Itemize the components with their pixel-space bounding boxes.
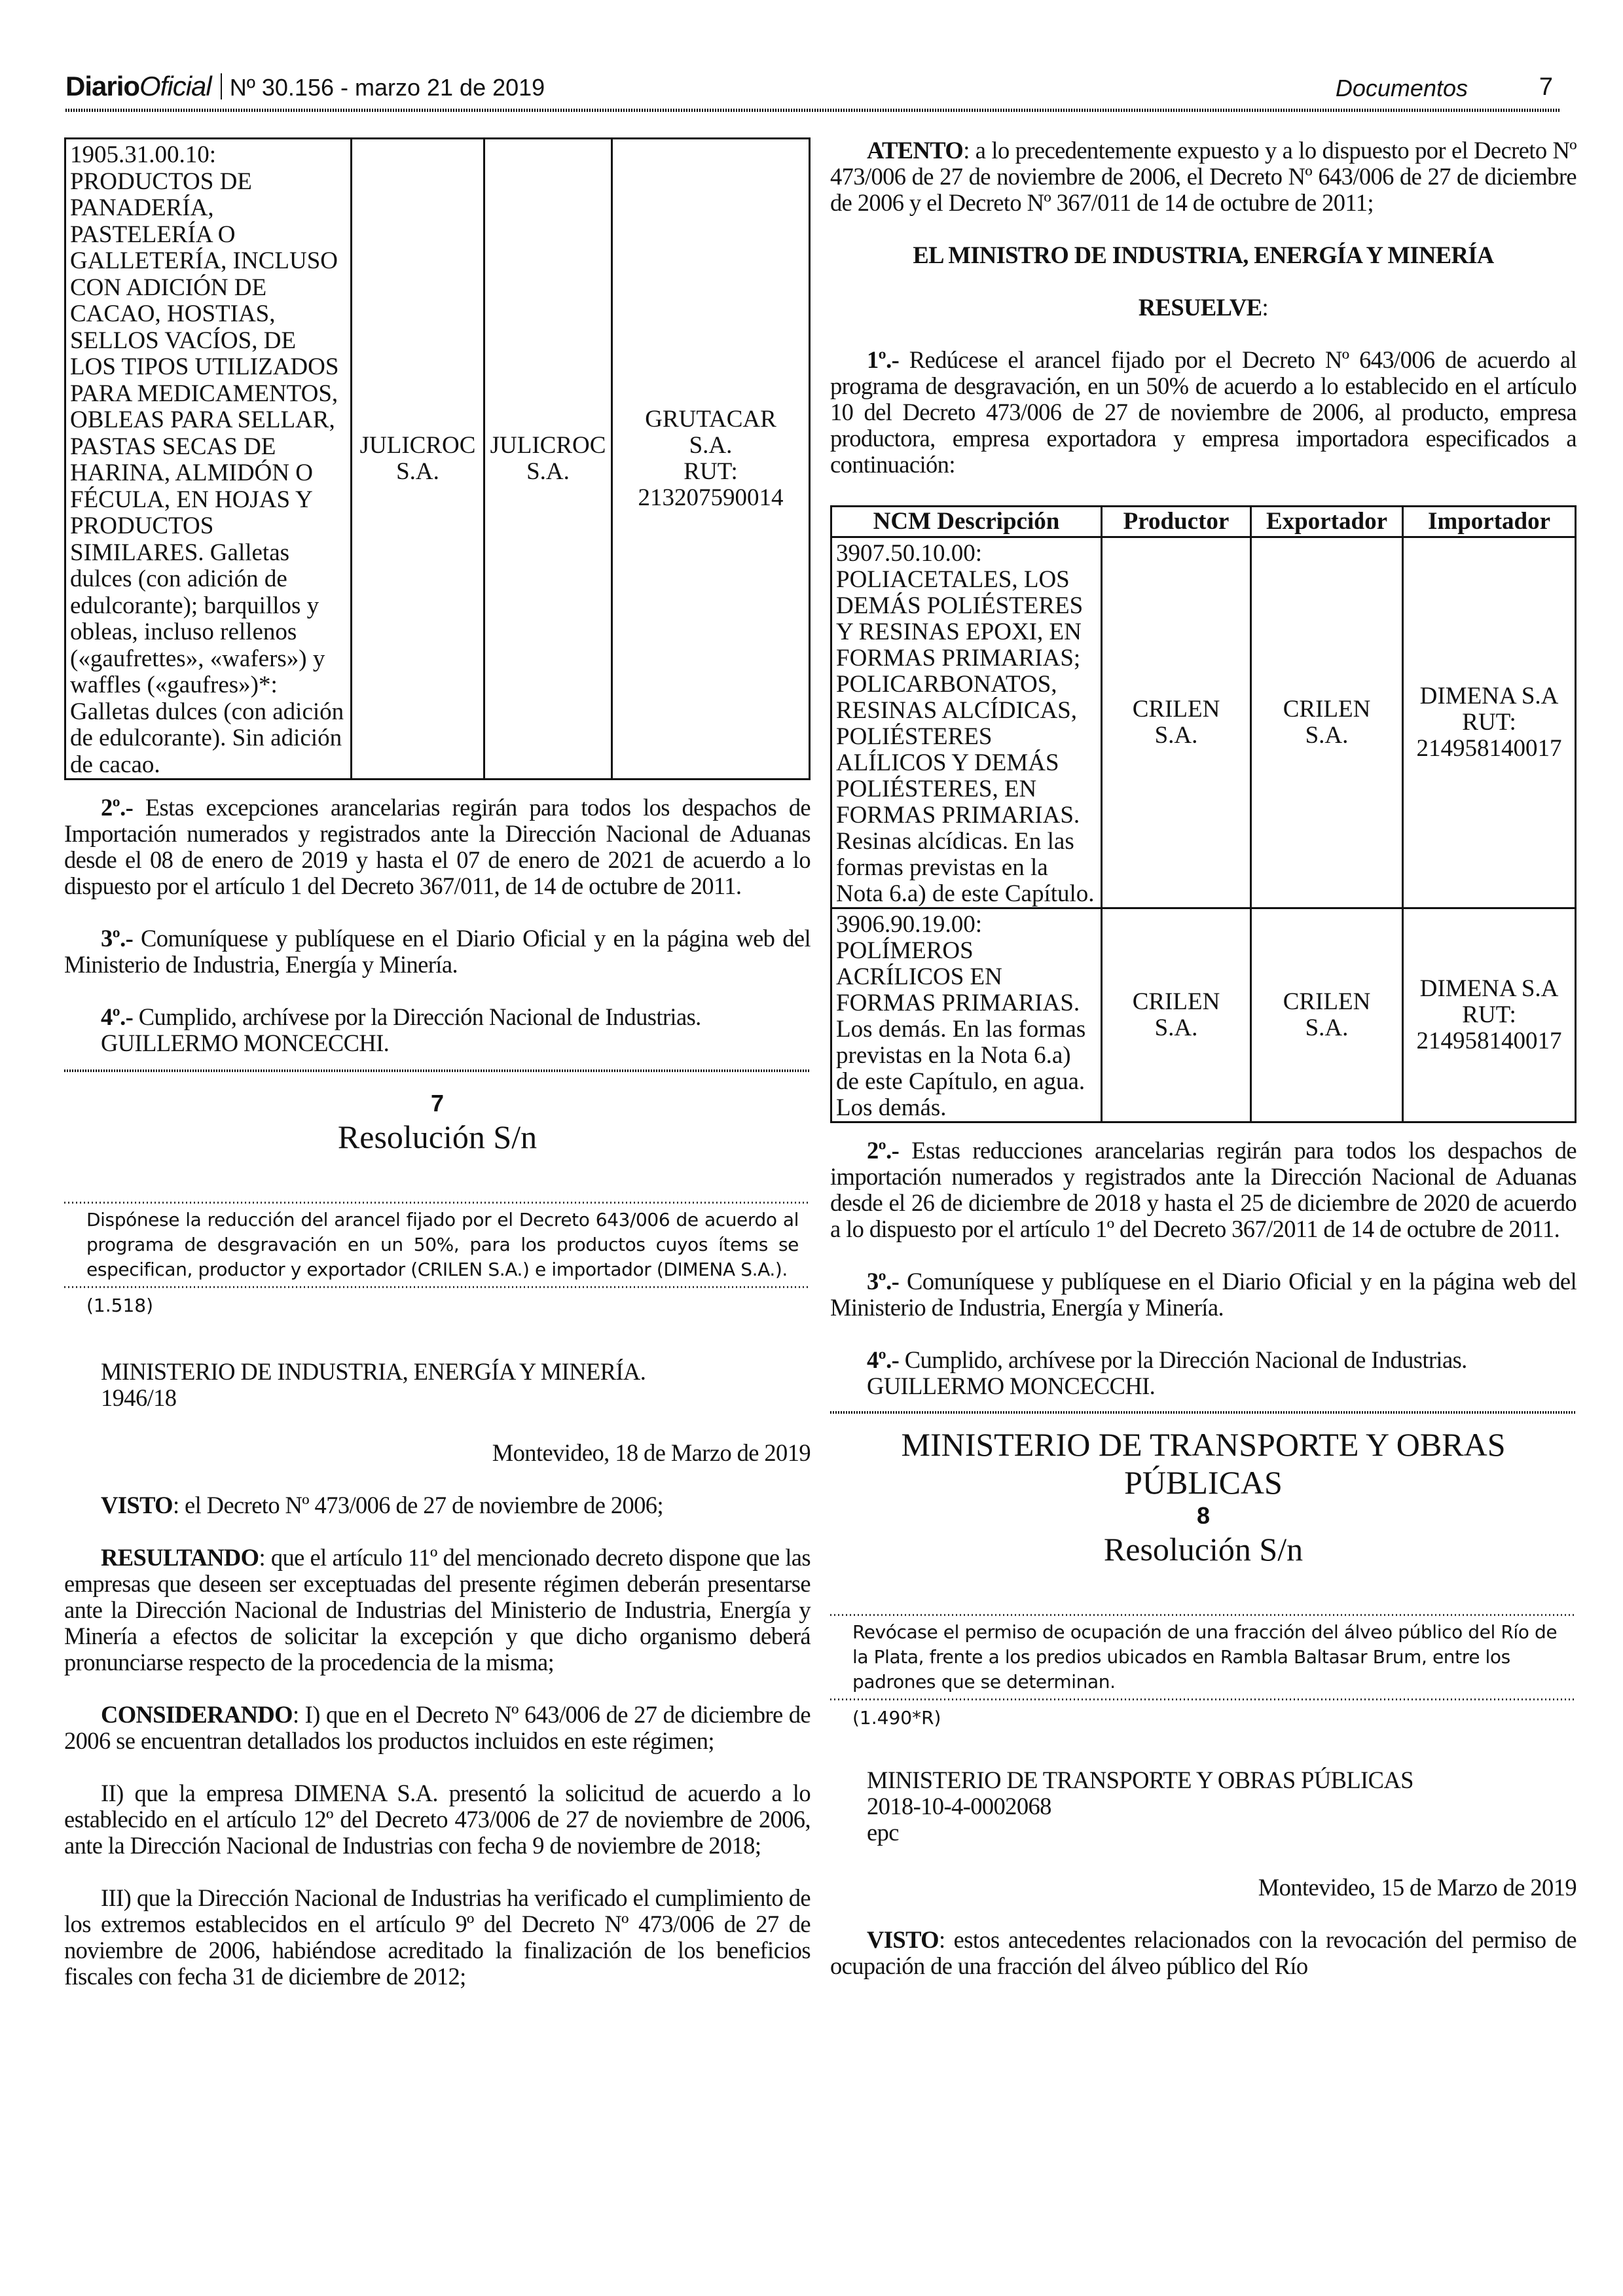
resolution-number: 8 [1196, 1502, 1211, 1529]
resuelve-colon: : [1262, 294, 1269, 321]
visto-text: : estos antecedentes relacionados con la revocación del permiso de ocupación de una fracción del álveo público del Río [830, 1926, 1577, 1979]
producer-cell [352, 139, 484, 780]
producer-cell [1102, 908, 1251, 1122]
producer-suffix: S.A. [396, 458, 439, 485]
importer-rut-label: RUT: [684, 458, 738, 485]
article-text: Estas reducciones arancelarias regirán para todos los despachos de importación numerados y registrados ante la Dirección Nacional de Aduanas desde el 26 de diciembre de 2018 y hasta el 25 de diciembre de 2020 de acuerdo a lo dispuesto por el artículo 1º del Decreto 367/2011 de 14 de octubre de 2011. [830, 1137, 1577, 1242]
publication-reference: (1.490*R) [852, 1707, 941, 1729]
article-3 [64, 925, 811, 978]
article-text: Redúcese el arancel fijado por el Decreto Nº 643/006 de acuerdo al programa de desgravación, en un 50% de acuerdo a lo establecido en el artículo 10 del Decreto 473/006 de 27 de noviembre de 2006, al producto, empresa productora, empresa exportadora y empresa importadora especificados a continuación: [830, 346, 1577, 478]
visto-label: VISTO [867, 1926, 939, 1953]
importer-name: DIMENA S.A [1419, 975, 1559, 1002]
exporter-cell [1251, 908, 1403, 1122]
resolution-summary: Dispónese la reducción del arancel fijado por el Decreto 643/006 de acuerdo al programa de desgravación en un 50%, para los productos cuyos ítems se especifican, productor y exportador (CRILEN S.A.) e importador (DIMENA S.A.). [86, 1209, 799, 1280]
publication-reference: (1.518) [86, 1295, 154, 1316]
exporter-suffix: S.A. [1305, 1014, 1349, 1041]
article-text: Estas excepciones arancelarias regirán para todos los despachos de Importación numerados y registrados ante la Dirección Nacional de Aduanas desde el 08 de enero de 2019 y hasta el 07 de enero de 2021 de acuerdo a lo dispuesto por el artículo 1 del Decreto 367/011, de 14 de octubre de 2011. [64, 794, 811, 899]
article-4 [64, 1004, 811, 1030]
article-label: 4º.- [101, 1003, 134, 1030]
date-line: Montevideo, 18 de Marzo de 2019 [492, 1439, 811, 1466]
importer-cell [1403, 908, 1576, 1122]
date-line: Montevideo, 15 de Marzo de 2019 [1258, 1874, 1577, 1901]
column-header: Exportador [1251, 507, 1403, 537]
tariff-table-crilen [830, 505, 1577, 1123]
page-header [65, 71, 1559, 110]
article-label: 3º.- [867, 1268, 900, 1295]
exporter-name: JULICROC [490, 432, 606, 459]
considerando-text: : I) que en el Decreto Nº 643/006 de 27 de diciembre de 2006 se encuentran detallados los productos incluidos en este régimen; [64, 1701, 811, 1754]
brand-bold: Diario [65, 71, 140, 101]
importer-suffix: S.A. [689, 432, 733, 459]
article-label: 2º.- [867, 1137, 900, 1164]
importer-rut-label: RUT: [1462, 709, 1516, 736]
minister-heading-text: EL MINISTRO DE INDUSTRIA, ENERGÍA Y MINERÍA [913, 242, 1494, 268]
atento-paragraph [830, 137, 1577, 216]
considerando-iii: III) que la Dirección Nacional de Industrias ha verificado el cumplimiento de los extremos establecidos en el artículo 9º del Decreto Nº 473/006 de 27 de noviembre de 2006, habiéndose acreditado la finalización de los beneficios fiscales con fecha 31 de diciembre de 2012; [64, 1884, 811, 1990]
section-name: Documentos [1335, 75, 1468, 101]
exporter-name: CRILEN [1283, 696, 1371, 723]
article-label: 1º.- [867, 346, 900, 373]
importer-rut-label: RUT: [1462, 1001, 1516, 1028]
considerando-ii: II) que la empresa DIMENA S.A. presentó la solicitud de acuerdo a lo establecido en el artículo 12º del Decreto 473/006 de 27 de noviembre de 2006, ante la Dirección Nacional de Industrias con fecha 9 de noviembre de 2018; [64, 1780, 811, 1859]
resolution-title: Resolución S/n [337, 1119, 538, 1155]
producer-name: CRILEN [1132, 988, 1220, 1015]
file-number: 1946/18 [101, 1384, 177, 1411]
resolution-title: Resolución S/n [1103, 1531, 1304, 1568]
column-header: NCM Descripción [831, 507, 1102, 537]
producer-name: CRILEN [1132, 696, 1220, 723]
importer-rut: 213207590014 [638, 484, 784, 511]
article-text: Comuníquese y publíquese en el Diario Oficial y en la página web del Ministerio de Industria, Energía y Minería. [830, 1268, 1577, 1321]
producer-suffix: S.A. [1154, 1014, 1198, 1041]
file-number: 2018-10-4-0002068 [867, 1793, 1051, 1820]
article-label: 2º.- [101, 794, 134, 821]
article-label: 3º.- [101, 925, 134, 952]
visto-label: VISTO [101, 1492, 173, 1518]
exporter-suffix: S.A. [526, 458, 570, 485]
exporter-suffix: S.A. [1305, 722, 1349, 749]
minister-heading [830, 242, 1577, 268]
signature: GUILLERMO MONCECCHI. [867, 1372, 1156, 1399]
ncm-description-cell: 3906.90.19.00: POLÍMEROS ACRÍLICOS EN FORMAS PRIMARIAS. Los demás. En las formas previstas en la Nota 6.a) de este Capítulo, en agua. Los demás. [831, 908, 1102, 1122]
issue-info: Nº 30.156 - marzo 21 de 2019 [229, 74, 545, 101]
article-text: Cumplido, archívese por la Dirección Nacional de Industrias. [899, 1346, 1467, 1373]
left-column [64, 137, 811, 1990]
ministry-title-line: PÚBLICAS [1124, 1464, 1283, 1501]
producer-cell [1102, 537, 1251, 908]
resuelve-label: RESUELVE [1138, 294, 1262, 321]
importer-name: DIMENA S.A [1419, 683, 1559, 709]
article-4 [830, 1347, 1577, 1373]
tariff-table-julicroc [64, 137, 811, 780]
exporter-cell [1251, 537, 1403, 908]
article-2 [64, 795, 811, 899]
masthead [65, 71, 545, 103]
ncm-description-cell: 1905.31.00.10: PRODUCTOS DE PANADERÍA, PASTELERÍA O GALLETERÍA, INCLUSO CON ADICIÓN DE CACAO, HOSTIAS, SELLOS VACÍOS, DE LOS TIPOS UTILIZADOS PARA MEDICAMENTOS, OBLEAS PARA SELLAR, PASTAS SECAS DE HARINA, ALMIDÓN O FÉCULA, EN HOJAS Y PRODUCTOS SIMILARES. Galletas dulces (con adición de edulcorante); barquillos y obleas, incluso rellenos («gaufrettes», «wafers») y waffles («gaufres»)*: Galletas dulces (con adición de edulcorante). Sin adición de cacao. [65, 139, 352, 780]
importer-rut: 214958140017 [1416, 1028, 1562, 1054]
exporter-cell [484, 139, 612, 780]
resultando-paragraph [64, 1545, 811, 1676]
visto-paragraph [64, 1492, 811, 1518]
article-2 [830, 1138, 1577, 1242]
resolution-number: 7 [430, 1090, 445, 1117]
right-column [830, 137, 1577, 1979]
resultando-label: RESULTANDO [101, 1544, 259, 1571]
visto-paragraph [830, 1927, 1577, 1979]
file-code: epc [867, 1819, 899, 1846]
atento-label: ATENTO [867, 137, 964, 164]
table-row [831, 537, 1576, 908]
table-row [831, 908, 1576, 1122]
article-3 [830, 1268, 1577, 1321]
importer-name: GRUTACAR [645, 406, 776, 433]
column-header: Productor [1102, 507, 1251, 537]
considerando-paragraph [64, 1702, 811, 1754]
resultando-text: : que el artículo 11º del mencionado decreto dispone que las empresas que deseen ser exceptuadas del presente régimen deberán presentarse ante la Dirección Nacional de Industrias del Ministerio de Industria, Energía y Minería a efectos de solicitar la excepción y que dicho organismo deberá pronunciarse respecto de la procedencia de la misma; [64, 1544, 811, 1676]
producer-name: JULICROC [359, 432, 476, 459]
article-text: Comuníquese y publíquese en el Diario Oficial y en la página web del Ministerio de Industria, Energía y Minería. [64, 925, 811, 978]
signature: GUILLERMO MONCECCHI. [101, 1030, 390, 1056]
importer-cell [1403, 537, 1576, 908]
ncm-description-cell: 3907.50.10.00: POLIACETALES, LOS DEMÁS POLIÉSTERES Y RESINAS EPOXI, EN FORMAS PRIMARIAS; POLICARBONATOS, RESINAS ALCÍDICAS, POLIÉSTERES ALÍLICOS Y DEMÁS POLIÉSTERES, EN FORMAS PRIMARIAS. Resinas alcídicas. En las formas previstas en la Nota 6.a) de este Capítulo. [831, 537, 1102, 908]
importer-cell [612, 139, 810, 780]
producer-suffix: S.A. [1154, 722, 1198, 749]
table-header-row [831, 507, 1576, 537]
article-1 [830, 347, 1577, 478]
visto-text: : el Decreto Nº 473/006 de 27 de noviembre de 2006; [172, 1492, 663, 1518]
resolution-summary: Revócase el permiso de ocupación de una fracción del álveo público del Río de la Plata, frente a los predios ubicados en Rambla Baltasar Brum, entre los padrones que se determinan. [852, 1621, 1558, 1693]
resuelve-heading [830, 295, 1577, 321]
considerando-label: CONSIDERANDO [101, 1701, 293, 1728]
atento-text: : a lo precedentemente expuesto y a lo dispuesto por el Decreto Nº 473/006 de 27 de noviembre de 2006, el Decreto Nº 643/006 de 27 de diciembre de 2006 y el Decreto Nº 367/011 de 14 de octubre de 2011; [830, 137, 1577, 216]
page-number: 7 [1539, 73, 1553, 101]
issuing-ministry: MINISTERIO DE TRANSPORTE Y OBRAS PÚBLICAS [867, 1767, 1413, 1793]
masthead-divider [221, 73, 222, 99]
article-text: Cumplido, archívese por la Dirección Nacional de Industrias. [133, 1003, 701, 1030]
exporter-name: CRILEN [1283, 988, 1371, 1015]
column-header: Importador [1403, 507, 1576, 537]
issuing-ministry: MINISTERIO DE INDUSTRIA, ENERGÍA Y MINERÍA. [101, 1358, 646, 1385]
ministry-section-title [830, 1426, 1577, 1501]
header-rule [65, 109, 1559, 112]
ministry-title-line: MINISTERIO DE TRANSPORTE Y OBRAS [901, 1426, 1506, 1463]
article-label: 4º.- [867, 1346, 900, 1373]
importer-rut: 214958140017 [1416, 735, 1562, 762]
brand-italic: Oficial [139, 71, 211, 101]
table-row [65, 139, 810, 780]
